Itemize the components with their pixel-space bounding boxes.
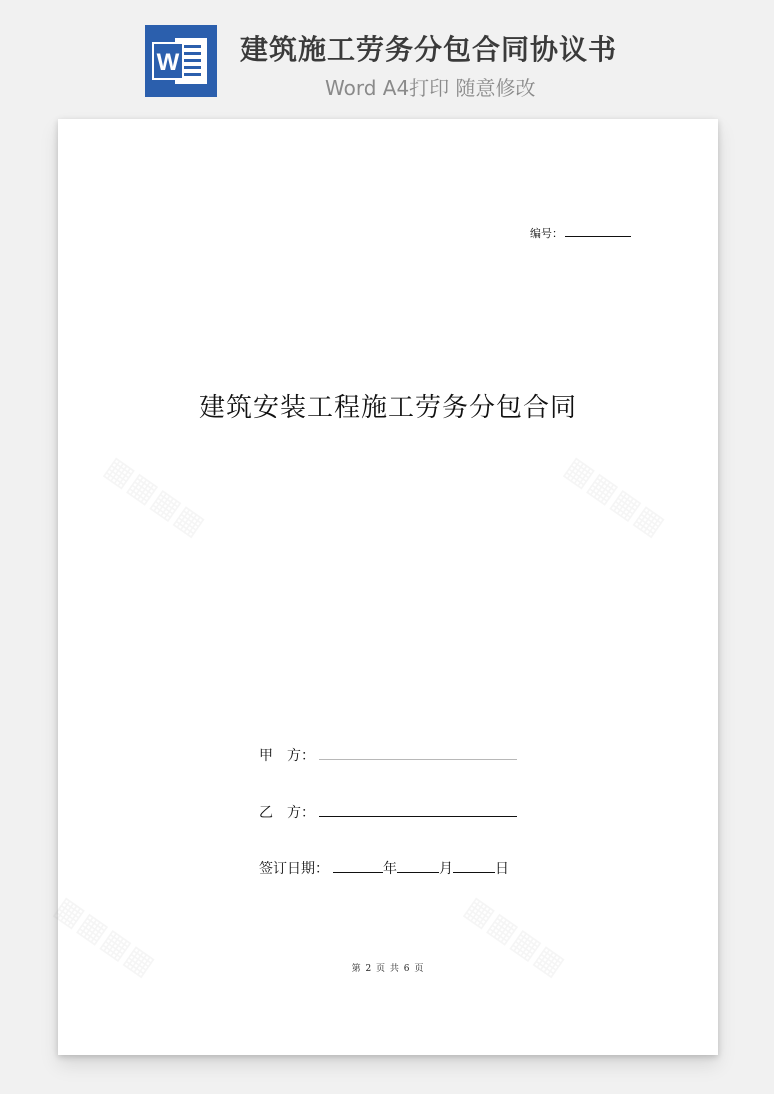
month-label: 月 [439,861,453,877]
party-a-label: 甲 方： [259,748,315,764]
sign-date-field [259,858,509,878]
party-a-blank [319,747,517,760]
banner-title: 建筑施工劳务分包合同协议书 [240,33,618,66]
document-title: 建筑安装工程施工劳务分包合同 [198,393,577,423]
header-banner [0,0,774,110]
watermark: ▦▦▦▦ [458,889,572,984]
day-blank [453,860,495,873]
document-page [48,119,718,1055]
watermark: ▦▦▦▦ [48,889,162,984]
party-b-blank [319,804,517,817]
year-blank [333,860,383,873]
party-b-field [259,802,517,822]
serial-label: 编号： [530,227,563,240]
banner-subtitle: Word A4打印 随意修改 [325,76,536,100]
party-a-field [259,745,517,765]
month-blank [397,860,439,873]
party-b-label: 乙 方： [259,805,315,821]
day-label: 日 [495,861,509,877]
page-number: 第 2 页 共 6 页 [351,964,425,974]
watermark: ▦▦▦▦ [98,449,212,544]
serial-blank [565,226,631,237]
word-icon [145,25,217,97]
word-icon-letter: W [156,49,180,76]
year-label: 年 [383,861,397,877]
watermark: ▦▦▦▦ [558,449,672,544]
sign-date-label: 签订日期： [259,861,329,877]
serial-number-field [530,225,631,241]
